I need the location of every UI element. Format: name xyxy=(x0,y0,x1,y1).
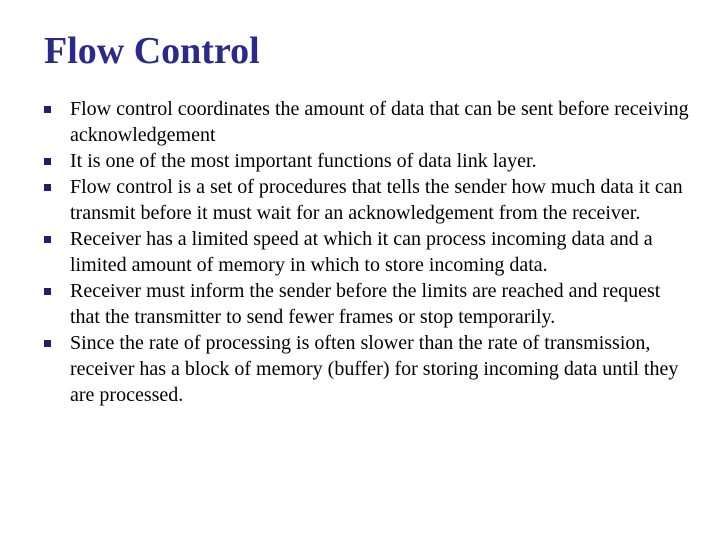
square-bullet-icon xyxy=(44,158,51,165)
bullet-text: Receiver has a limited speed at which it can process incoming data and a limited amount of memory in which to store incoming data. xyxy=(70,228,653,276)
bullet-text: Flow control is a set of procedures that tells the sender how much data it can transmit before it must wait for an acknowledgement from the receiver. xyxy=(70,176,683,224)
bullet-item xyxy=(40,96,690,148)
bullet-text: Since the rate of processing is often slower than the rate of transmission, receiver has a block of memory (buffer) for storing incoming data until they are processed. xyxy=(70,332,679,406)
square-bullet-icon xyxy=(44,106,51,113)
bullet-text: Receiver must inform the sender before the limits are reached and request that the transmitter to send fewer frames or stop temporarily. xyxy=(70,280,661,328)
bullet-text: It is one of the most important functions of data link layer. xyxy=(70,150,537,172)
bullet-item xyxy=(40,278,690,330)
square-bullet-icon xyxy=(44,288,51,295)
bullet-item xyxy=(40,226,690,278)
square-bullet-icon xyxy=(44,184,51,191)
bullet-item xyxy=(40,148,690,174)
bullet-item xyxy=(40,330,690,408)
bullet-item xyxy=(40,174,690,226)
bullet-text: Flow control coordinates the amount of data that can be sent before receiving acknowledgement xyxy=(70,98,689,146)
square-bullet-icon xyxy=(44,340,51,347)
slide-title: Flow Control xyxy=(44,30,260,72)
bullet-list xyxy=(40,96,690,408)
square-bullet-icon xyxy=(44,236,51,243)
